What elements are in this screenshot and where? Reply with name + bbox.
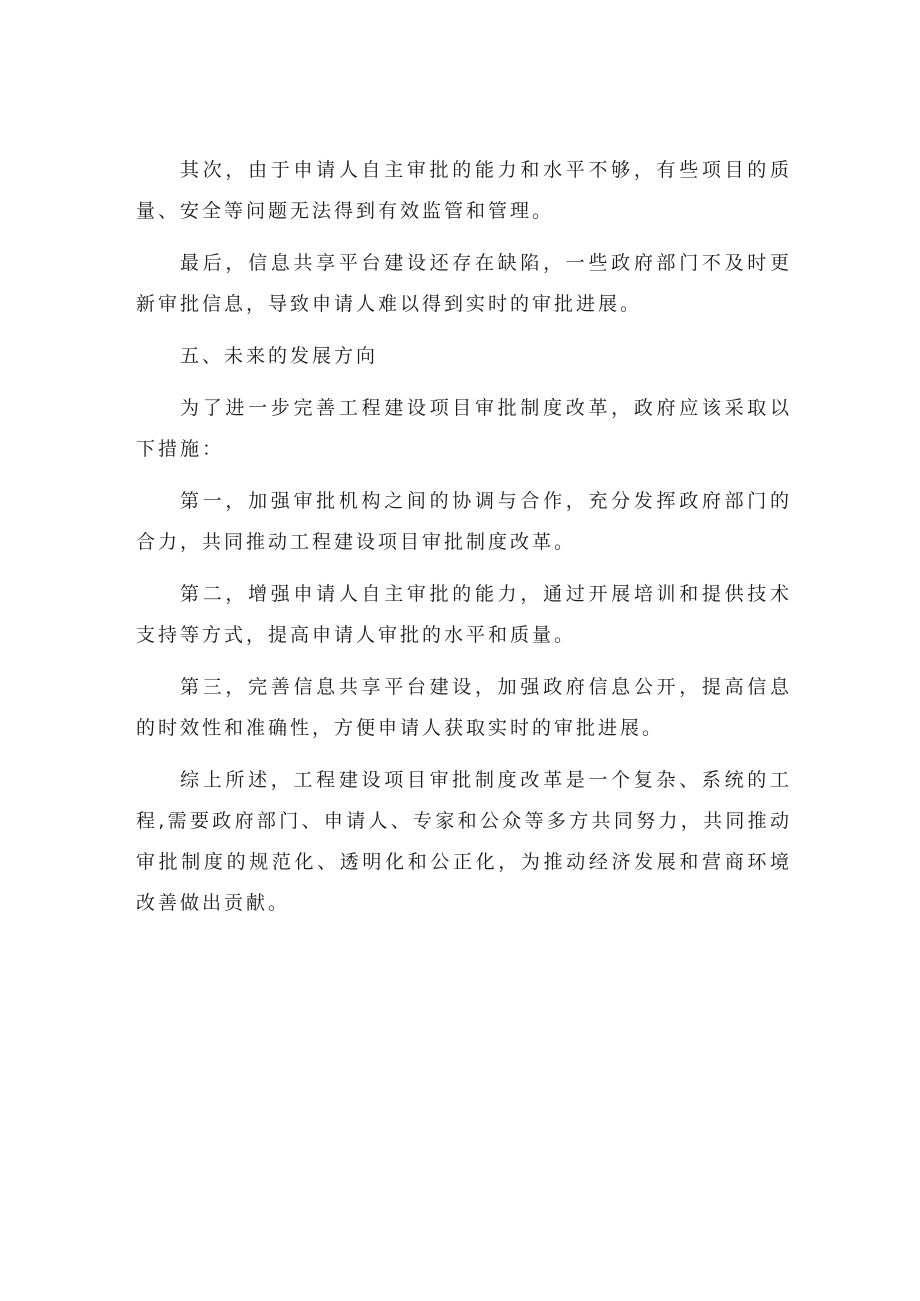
paragraph-conclusion: 综上所述，工程建设项目审批制度改革是一个复杂、系统的工程,需要政府部门、申请人、专家和公众等多方共同努力，共同推动审批制度的规范化、透明化和公正化，为推动经济发展和营商环境改善做出贡献。: [136, 769, 792, 914]
paragraph-measure-first: 第一，加强审批机构之间的协调与合作，充分发挥政府部门的合力，共同推动工程建设项目审批制度改革。: [136, 490, 792, 553]
paragraph-measure-second: 第二，增强申请人自主审批的能力，通过开展培训和提供技术支持等方式，提高申请人审批的水平和质量。: [136, 583, 792, 646]
paragraph-lastly: 最后，信息共享平台建设还存在缺陷，一些政府部门不及时更新审批信息，导致申请人难以得到实时的审批进展。: [136, 252, 792, 315]
document-body: [136, 150, 792, 924]
paragraph-secondly: 其次，由于申请人自主审批的能力和水平不够，有些项目的质量、安全等问题无法得到有效监管和管理。: [136, 159, 792, 222]
section-heading-future-direction: 五、未来的发展方向: [180, 345, 379, 367]
paragraph-measures-intro: 为了进一步完善工程建设项目审批制度改革，政府应该采取以下措施：: [136, 397, 792, 460]
paragraph-measure-third: 第三，完善信息共享平台建设，加强政府信息公开，提高信息的时效性和准确性，方便申请人获取实时的审批进展。: [136, 676, 792, 739]
